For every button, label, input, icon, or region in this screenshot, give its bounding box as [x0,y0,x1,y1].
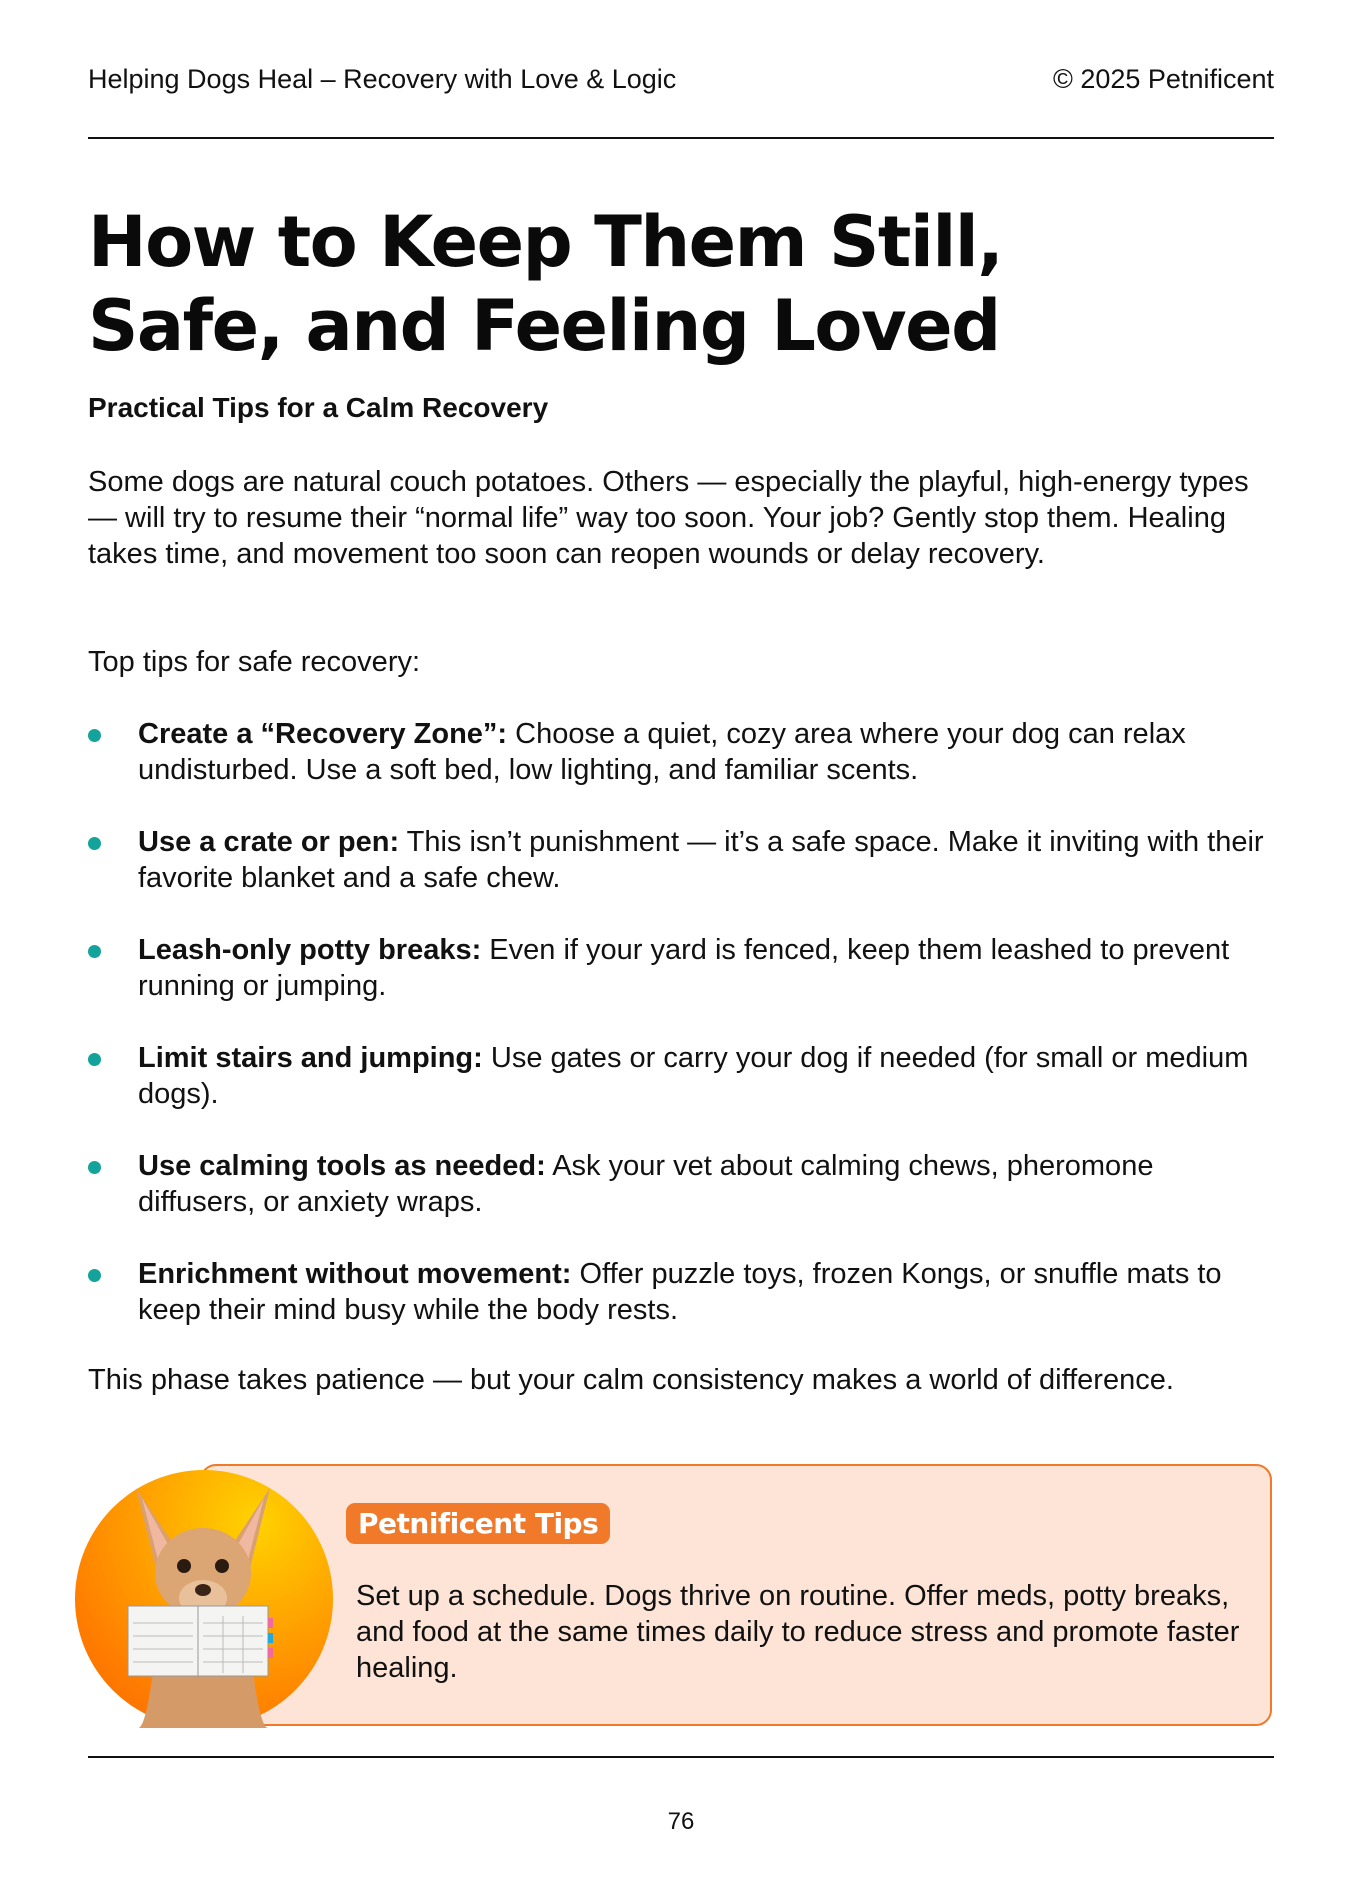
tip-label: Leash-only potty breaks: [138,934,482,966]
intro-paragraph: Some dogs are natural couch potatoes. Others — especially the playful, high-energy types — will try to resume their “normal life” way too soon. Your job? Gently stop them. Healing takes time, and movement too soon can reopen wounds or delay recovery. [88,466,1249,570]
bullet-icon [88,837,101,850]
bullet-icon [88,1161,101,1174]
list-item [88,824,1278,896]
tips-lead: Top tips for safe recovery: [88,646,421,678]
header-divider [88,137,1274,139]
tips-list [88,716,1278,1364]
bullet-icon [88,1269,101,1282]
dog-eye-left [177,1559,191,1573]
tip-text: Offer puzzle toys, frozen Kongs, or snuffle mats to keep their mind busy while the body rests. [138,1258,1222,1326]
list-item [88,1256,1278,1328]
callout-text: Set up a schedule. Dogs thrive on routine. Offer meds, potty breaks, and food at the same times daily to reduce stress and promote faster healing. [356,1580,1240,1684]
bullet-icon [88,945,101,958]
page-header [88,64,1274,95]
tip-label: Use a crate or pen: [138,826,400,858]
tip-label: Enrichment without movement: [138,1258,572,1290]
page-title: How to Keep Them Still, Safe, and Feeling Loved [88,201,1003,367]
tip-label: Use calming tools as needed: [138,1150,546,1182]
bullet-icon [88,729,101,742]
tip-text: Even if your yard is fenced, keep them leashed to prevent running or jumping. [138,934,1230,1002]
schedule-book-left [128,1606,198,1676]
chihuahua-image [118,1478,288,1728]
list-item [88,1040,1278,1112]
section-subtitle: Practical Tips for a Calm Recovery [88,392,549,423]
bullet-icon [88,1053,101,1066]
page-number: 76 [667,1808,695,1835]
tip-label: Limit stairs and jumping: [138,1042,483,1074]
petnificent-tips-badge: Petnificent Tips [346,1503,610,1544]
dog-eye-right [215,1559,229,1573]
header-copyright: © 2025 Petnificent [1052,64,1274,94]
tip-label: Create a “Recovery Zone”: [138,718,508,750]
tip-text: This isn’t punishment — it’s a safe space. Make it inviting with their favorite blanket and a safe chew. [138,826,1264,894]
tip-text: Use gates or carry your dog if needed (for small or medium dogs). [138,1042,1249,1110]
tip-text: Ask your vet about calming chews, pheromone diffusers, or anxiety wraps. [138,1150,1154,1218]
dog-nose [195,1584,211,1596]
list-item [88,716,1278,788]
header-title: Helping Dogs Heal – Recovery with Love & Logic [88,64,677,94]
closing-paragraph: This phase takes patience — but your calm consistency makes a world of difference. [88,1364,1174,1396]
tip-text: Choose a quiet, cozy area where your dog can relax undisturbed. Use a soft bed, low lighting, and familiar scents. [138,718,1186,786]
list-item [88,1148,1278,1220]
schedule-book-right [198,1606,268,1676]
footer-divider [88,1756,1274,1758]
list-item [88,932,1278,1004]
